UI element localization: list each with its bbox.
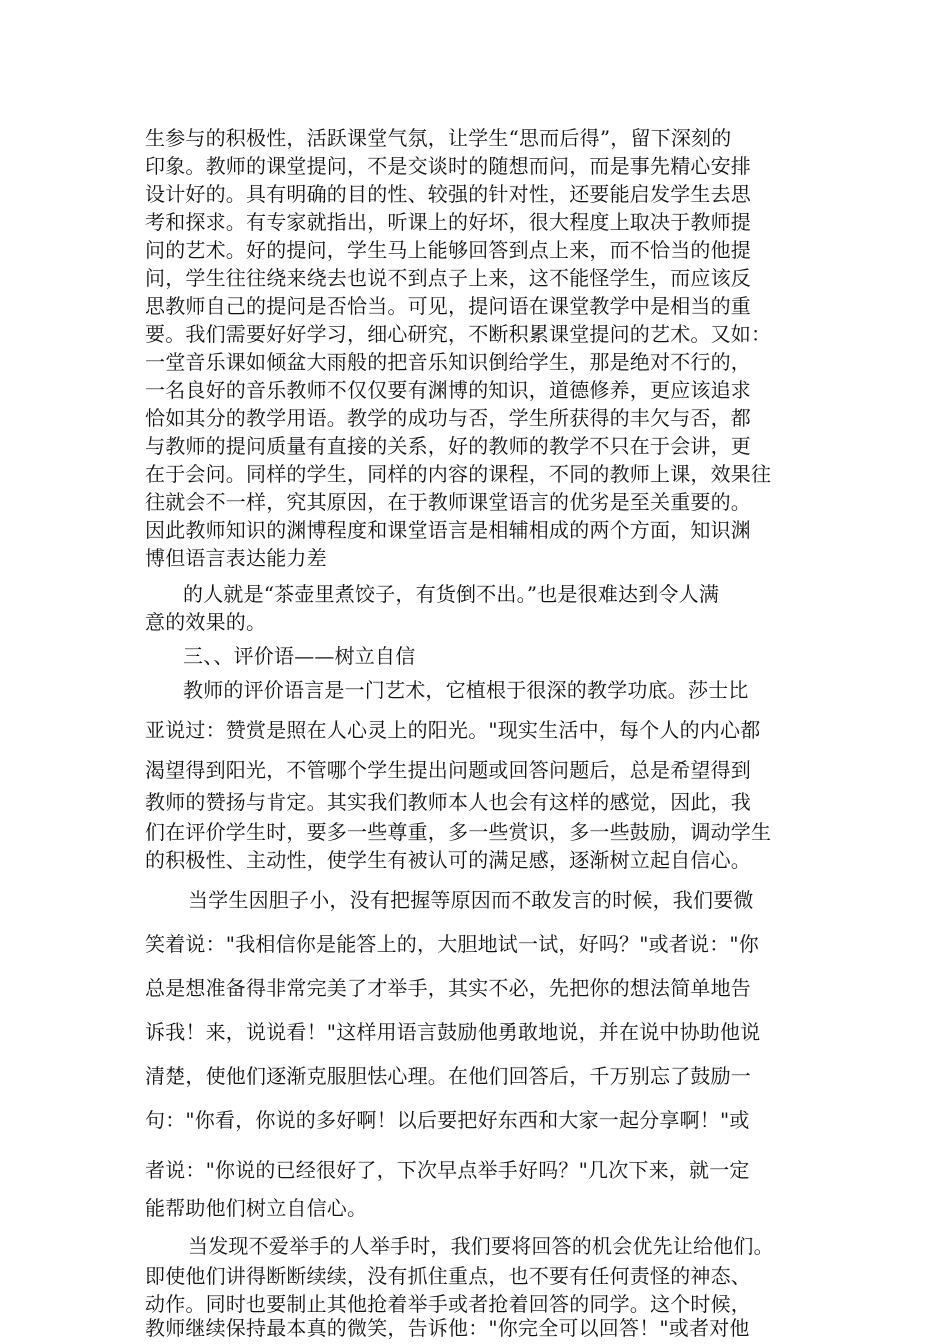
text-line: 教师的赞扬与肯定。其实我们教师本人也会有这样的感觉，因此，我 bbox=[145, 790, 751, 814]
text-line: 的积极性、主动性，使学生有被认可的满足感，逐渐树立起自信心。 bbox=[145, 848, 751, 872]
text-line: 思教师自己的提问是否恰当。可见，提问语在课堂教学中是相当的重 bbox=[145, 294, 751, 318]
text-line: 教师继续保持最本真的微笑，告诉他："你完全可以回答！"或者对他 bbox=[145, 1316, 750, 1340]
text-line: 意的效果的。 bbox=[145, 610, 267, 634]
text-line: 教师的评价语言是一门艺术，它植根于很深的教学功底。莎士比 bbox=[183, 678, 749, 702]
text-line: 问的艺术。好的提问，学生马上能够回答到点上来，而不恰当的他提 bbox=[145, 238, 751, 262]
text-line: 问，学生往往绕来绕去也说不到点子上来，这不能怪学生，而应该反 bbox=[145, 266, 751, 290]
text-line: 往就会不一样，究其原因，在于教师课堂语言的优劣是至关重要的。 bbox=[145, 490, 751, 514]
text-line: 一名良好的音乐教师不仅仅要有渊博的知识，道德修养，更应该追求 bbox=[145, 378, 751, 402]
text-line: 博但语言表达能力差 bbox=[145, 546, 327, 570]
text-line: 生参与的积极性，活跃课堂气氛，让学生“思而后得”，留下深刻的 bbox=[145, 126, 732, 150]
text-line: 即使他们讲得断断续续，没有抓住重点，也不要有任何责怪的神态、 bbox=[145, 1264, 751, 1288]
text-line: 恰如其分的教学用语。教学的成功与否，学生所获得的丰欠与否，都 bbox=[145, 406, 751, 430]
text-line: 总是想准备得非常完美了才举手，其实不必，先把你的想法简单地告 bbox=[145, 976, 751, 1000]
text-line: 印象。教师的课堂提问，不是交谈时的随想而问，而是事先精心安排 bbox=[145, 154, 751, 178]
text-line: 考和探求。有专家就指出，听课上的好坏，很大程度上取决于教师提 bbox=[145, 210, 751, 234]
text-line: 们在评价学生时，要多一些尊重，多一些赏识，多一些鼓励，调动学生 bbox=[145, 820, 772, 844]
text-line: 渴望得到阳光，不管哪个学生提出问题或回答问题后，总是希望得到 bbox=[145, 758, 751, 782]
text-line: 句："你看，你说的多好啊！以后要把好东西和大家一起分享啊！"或 bbox=[145, 1108, 750, 1132]
text-line: 动作。同时也要制止其他抢着举手或者抢着回答的同学。这个时候， bbox=[145, 1292, 751, 1316]
text-line: 当学生因胆子小，没有把握等原因而不敢发言的时候，我们要微 bbox=[188, 888, 754, 912]
text-line: 因此教师知识的渊博程度和课堂语言是相辅相成的两个方面，知识渊 bbox=[145, 518, 751, 542]
text-line: 要。我们需要好好学习，细心研究，不断积累课堂提问的艺术。又如： bbox=[145, 322, 772, 346]
text-line: 诉我！来，说说看！"这样用语言鼓励他勇敢地说，并在说中协助他说 bbox=[145, 1020, 761, 1044]
text-line: 在于会问。同样的学生，同样的内容的课程，不同的教师上课，效果往 bbox=[145, 462, 772, 486]
text-line: 当发现不爱举手的人举手时，我们要将回答的机会优先让给他们。 bbox=[188, 1234, 774, 1258]
text-line: 者说："你说的已经很好了，下次早点举手好吗？"几次下来，就一定 bbox=[145, 1158, 750, 1182]
text-line: 一堂音乐课如倾盆大雨般的把音乐知识倒给学生，那是绝对不行的， bbox=[145, 350, 751, 374]
text-line: 的人就是“茶壶里煮饺子，有货倒不出。”也是很难达到令人满 bbox=[183, 582, 720, 606]
text-line: 与教师的提问质量有直接的关系，好的教师的教学不只在于会讲，更 bbox=[145, 434, 751, 458]
text-line: 清楚，使他们逐渐克服胆怯心理。在他们回答后，千万别忘了鼓励一 bbox=[145, 1064, 751, 1088]
text-line: 设计好的。具有明确的目的性、较强的针对性，还要能启发学生去思 bbox=[145, 182, 751, 206]
text-line: 亚说过：赞赏是照在人心灵上的阳光。"现实生活中，每个人的内心都 bbox=[145, 718, 761, 742]
text-line: 笑着说："我相信你是能答上的，大胆地试一试，好吗？"或者说："你 bbox=[145, 932, 759, 956]
text-line: 能帮助他们树立自信心。 bbox=[145, 1196, 368, 1220]
section-heading: 三、、评价语——树立自信 bbox=[183, 644, 416, 668]
